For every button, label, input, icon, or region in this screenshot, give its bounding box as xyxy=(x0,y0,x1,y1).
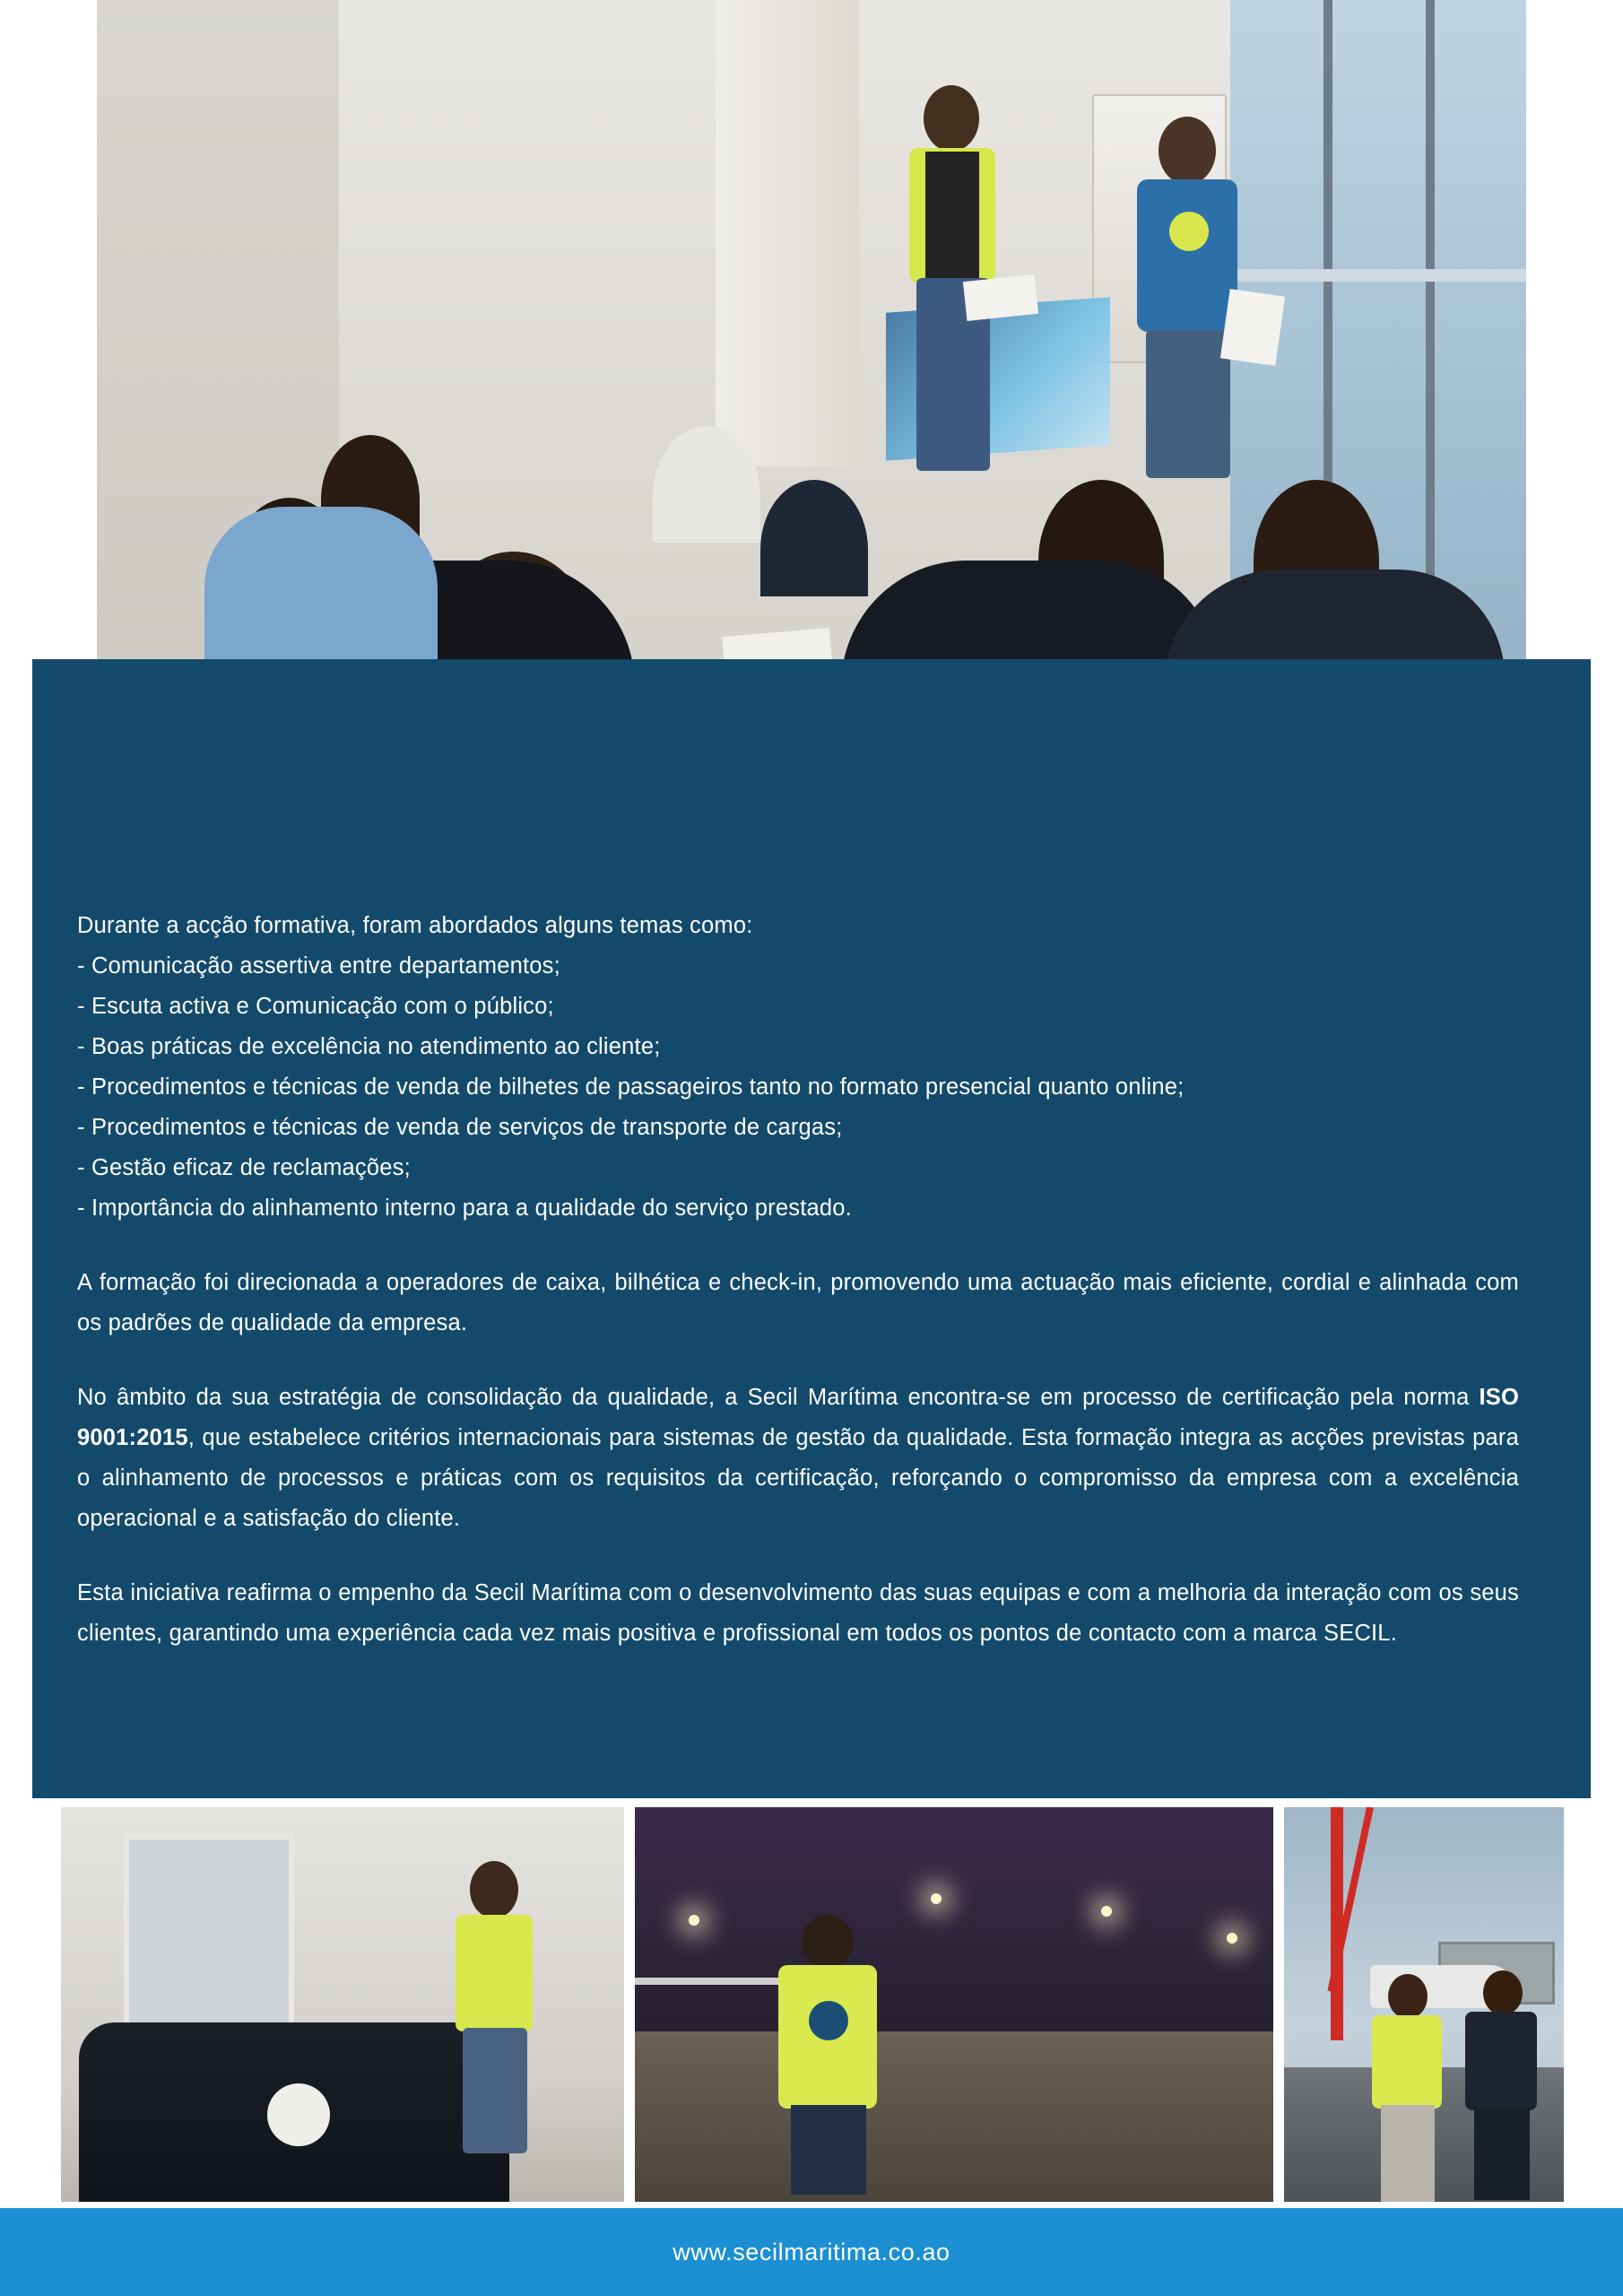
paragraph-audience: A formação foi direcionada a operadores de caixa, bilhética e check-in, promovendo uma actuação mais eficiente, cordial e alinhada com os padrões de qualidade da empresa. xyxy=(77,1270,1519,1335)
paragraph-certification-part2: , que estabelece critérios internacionais para sistemas de gestão da qualidade. Esta formação integra as acções previstas para o alinhamento de processos e práticas com os requisitos da certificação, reforçando o compromisso da empresa com a excelência operacional e a satisfação do cliente. xyxy=(77,1425,1519,1531)
topics-block xyxy=(77,906,1519,1229)
presenter-paper xyxy=(1220,289,1285,366)
presenter-shirt xyxy=(925,152,979,282)
paragraph-certification xyxy=(77,1378,1519,1539)
port-light xyxy=(1101,1906,1112,1917)
worker-jacket xyxy=(1465,2012,1537,2110)
trainer-safety-vest xyxy=(456,1915,533,2031)
topic-item: - Procedimentos e técnicas de venda de serviços de transporte de cargas; xyxy=(77,1115,843,1140)
crane-worker-two xyxy=(1460,1970,1541,2200)
paragraph-closing: Esta iniciativa reafirma o empenho da Secil Marítima com o desenvolvimento das suas equipas e com a melhoria da interação com os seus clientes, garantindo uma experiência cada vez mais positiva e profissional em todos os pontos de contacto com a marca SECIL. xyxy=(77,1580,1519,1646)
crane-worker-one xyxy=(1367,1974,1445,2198)
iso-standard-label: ISO 9001:2015 xyxy=(77,1385,1519,1450)
footer-bar xyxy=(0,2208,1623,2296)
spacer xyxy=(77,1229,1519,1263)
worker-head xyxy=(1483,1970,1523,2015)
body-text xyxy=(77,906,1519,1688)
trainer-head xyxy=(470,1861,518,1918)
presenter-logo xyxy=(1169,212,1209,251)
port-worker xyxy=(769,1915,886,2184)
trainer-jeans xyxy=(463,2028,527,2153)
worker-vest-logo xyxy=(809,2001,848,2040)
topic-item: - Comunicação assertiva entre departamentos; xyxy=(77,953,560,978)
topic-item: - Gestão eficaz de reclamações; xyxy=(77,1155,411,1180)
paragraph-certification-part1: No âmbito da sua estratégia de consolidação da qualidade, a Secil Marítima encontra-se em processo de certificação pela norma xyxy=(77,1385,1480,1410)
footer-website-url[interactable]: www.secilmaritima.co.ao xyxy=(673,2238,950,2266)
topic-item: - Boas práticas de excelência no atendimento ao cliente; xyxy=(77,1034,661,1059)
hero-horizon xyxy=(1230,269,1526,282)
worker-safety-vest xyxy=(1372,2015,1442,2109)
strip-photo-night-port xyxy=(635,1807,1273,2202)
audience-head xyxy=(760,480,868,596)
port-light xyxy=(689,1915,699,1926)
presenter-paper xyxy=(963,274,1038,321)
photo-strip xyxy=(61,1807,1564,2202)
strip-photo-classroom xyxy=(61,1807,624,2202)
worker-head xyxy=(802,1915,854,1969)
presenter-shirt xyxy=(1137,179,1237,332)
strip-photo-crane xyxy=(1284,1807,1564,2202)
port-light xyxy=(931,1893,942,1904)
worker-trousers xyxy=(1381,2105,1435,2202)
topic-item: - Escuta activa e Comunicação com o público; xyxy=(77,994,554,1019)
topic-item: - Procedimentos e técnicas de venda de bilhetes de passageiros tanto no formato presencial quanto online; xyxy=(77,1074,1185,1100)
presenter-head xyxy=(1159,117,1216,185)
worker-head xyxy=(1388,1974,1428,2019)
audience-helmet xyxy=(653,426,760,543)
worker-trousers xyxy=(791,2105,866,2195)
presenter-head xyxy=(924,85,979,152)
intro-line: Durante a acção formativa, foram abordados alguns temas como: xyxy=(77,913,753,938)
port-light xyxy=(1227,1933,1237,1944)
topic-item: - Importância do alinhamento interno para a qualidade do serviço prestado. xyxy=(77,1196,852,1221)
worker-trousers xyxy=(1474,2107,1530,2200)
classroom-helmet xyxy=(267,2083,330,2146)
classroom-trainer xyxy=(445,1861,543,2148)
